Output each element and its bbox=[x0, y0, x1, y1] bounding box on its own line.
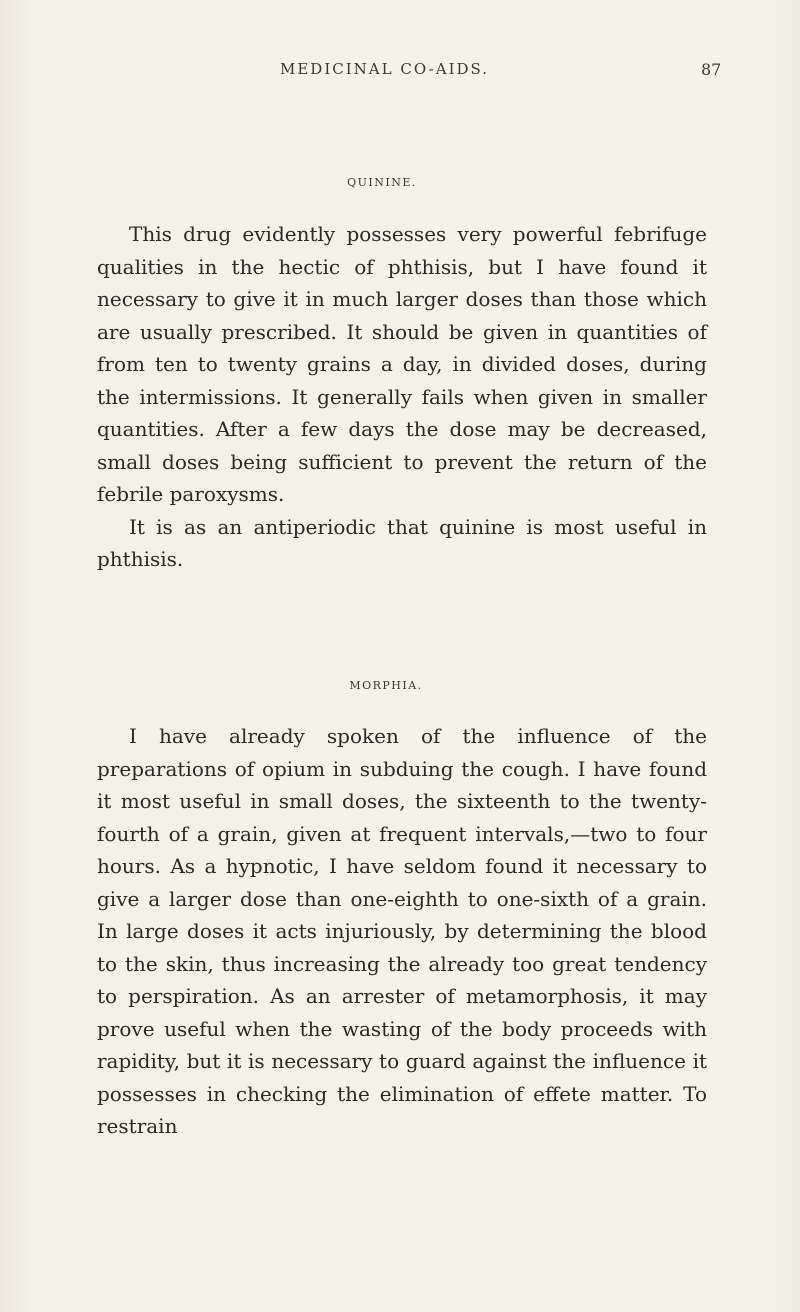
page-number: 87 bbox=[701, 60, 722, 79]
running-title: MEDICINAL CO-AIDS. bbox=[280, 60, 490, 78]
section-heading-quinine: QUININE. bbox=[347, 176, 417, 189]
paragraph: It is as an antiperiodic that quinine is most useful in phthisis. bbox=[97, 514, 707, 571]
section-heading-morphia: MORPHIA. bbox=[349, 679, 423, 692]
paragraph: I have already spoken of the influence of the preparations of opium in subduing the cough. I have found it most useful in small doses, the sixteenth to the twenty-fourth of a grain, given at frequent intervals,—two to four hours. As a hypnotic, I have seldom found it necessary to give a larger dose than one-eighth to one-sixth of a grain. In large doses it acts injuriously, by determining the blood to the skin, thus increasing the already too great tendency to perspiration. As an arrester of metamorphosis, it may prove useful when the wasting of the body proceeds with rapidity, but it is necessary to guard against the influence it possesses in checking the elimination of effete matter. To restrain bbox=[97, 724, 707, 1138]
section-body-quinine bbox=[97, 218, 707, 576]
paragraph: This drug evidently possesses very powerful febrifuge qualities in the hectic of phthisis, but I have found it necessary to give it in much larger doses than those which are usually prescribed. It should be given in quantities of from ten to twenty grains a day, in divided doses, during the intermissions. It generally fails when given in smaller quantities. After a few days the dose may be decreased, small doses being sufficient to prevent the return of the febrile paroxysms. bbox=[97, 222, 707, 506]
section-body-morphia bbox=[97, 720, 707, 1143]
running-header bbox=[0, 60, 800, 86]
